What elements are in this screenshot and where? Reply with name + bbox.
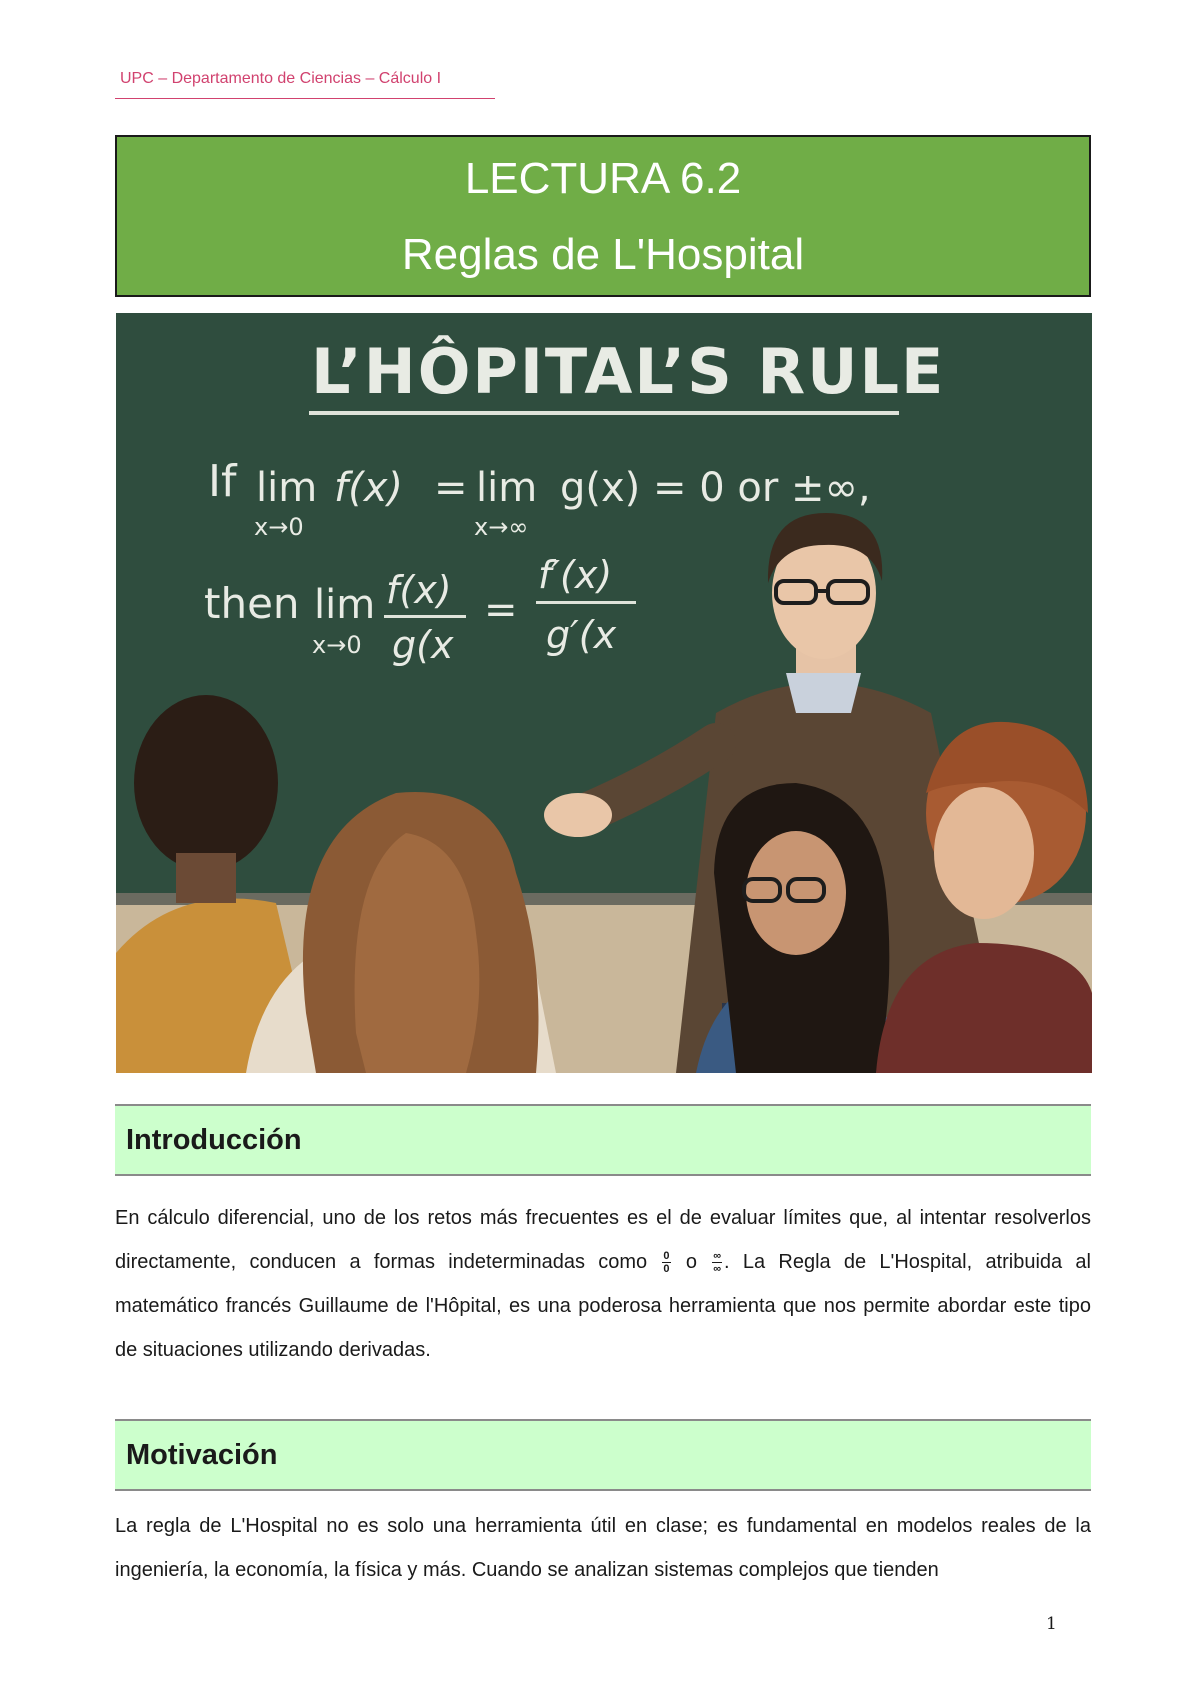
section-intro-heading <box>115 1104 1091 1176</box>
intro-text-part1: En cálculo diferencial, uno de los retos más frecuentes es el de evaluar límites que, al intentar resolverlos directamente, conducen a formas indeterminadas como <box>115 1207 1091 1273</box>
frac1-denominator: 0 <box>663 1263 670 1276</box>
classroom-illustration <box>116 313 1092 1073</box>
board-sub-1: x→0 <box>254 513 304 541</box>
board-lim-3: lim <box>314 582 376 628</box>
frac2-numerator: ∞ <box>713 1250 722 1263</box>
lecture-title: Reglas de L'Hospital <box>401 230 805 279</box>
board-if: If <box>208 456 237 507</box>
intro-conjunction: o <box>672 1251 711 1273</box>
fraction-inf-over-inf <box>712 1250 722 1275</box>
board-den-gp: g′(x <box>546 613 617 657</box>
lecture-number: LECTURA 6.2 <box>464 154 742 203</box>
board-lim-2: lim <box>476 465 538 511</box>
intro-heading-text: Introducción <box>126 1124 302 1156</box>
frac2-denominator: ∞ <box>713 1263 722 1276</box>
motivation-heading-text: Motivación <box>126 1439 278 1471</box>
running-header <box>115 70 495 99</box>
fraction-zero-over-zero <box>662 1250 670 1275</box>
intro-paragraph <box>115 1196 1091 1372</box>
board-gx-tail: g(x) = 0 or ±∞, <box>560 465 871 511</box>
board-then: then <box>204 579 300 628</box>
intro-text-part2: . La Regla de L'Hospital, atribuida al matemático francés Guillaume de l'Hôpital, es una poderosa herramienta que nos permite abordar este tipo de situaciones utilizando derivadas. <box>115 1251 1091 1361</box>
motivation-paragraph <box>115 1504 1091 1592</box>
motivation-text: La regla de L'Hospital no es solo una herramienta útil en clase; es fundamental en modelos reales de la ingeniería, la economía, la física y más. Cuando se analizan sistemas complejos que tienden <box>115 1515 1091 1581</box>
board-eq-2: = <box>484 587 518 633</box>
board-fx: f(x) <box>334 465 403 511</box>
title-box <box>115 135 1091 297</box>
board-lim-1: lim <box>256 465 318 511</box>
board-sub-2: x→∞ <box>474 513 529 541</box>
section-motivation-heading <box>115 1419 1091 1491</box>
board-den-g: g(x <box>392 623 454 667</box>
page-number: 1 <box>1046 1614 1057 1634</box>
frac1-numerator: 0 <box>663 1250 670 1263</box>
header-text: UPC – Departamento de Ciencias – Cálculo I <box>120 70 442 87</box>
board-num-fp: f′(x) <box>538 553 613 597</box>
board-num-f: f(x) <box>386 568 452 612</box>
board-title: L’HÔPITAL’S RULE <box>311 335 946 408</box>
board-sub-3: x→0 <box>312 631 362 659</box>
board-eq-1: = <box>434 465 468 511</box>
